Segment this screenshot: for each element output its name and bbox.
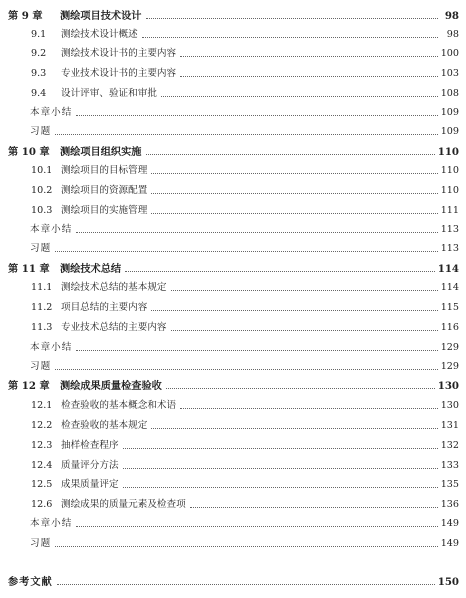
section-title: 成果质量评定 (61, 479, 119, 490)
section-number: 12.2 (31, 420, 53, 431)
page-number: 129 (440, 342, 459, 353)
toc-section-12-2[interactable] (0, 416, 466, 432)
page-number: 103 (440, 68, 459, 79)
dot-leader (180, 407, 438, 409)
dot-leader (171, 289, 438, 291)
toc-exercise-12[interactable] (0, 534, 466, 550)
page-number: 98 (444, 10, 459, 22)
section-title: 测绘技术总结的基本规定 (61, 282, 167, 293)
exercise-title: 习题 (30, 126, 52, 137)
dot-leader (190, 506, 438, 508)
page-number: 149 (440, 518, 459, 529)
toc-exercise-9[interactable] (0, 122, 466, 138)
page-number: 136 (440, 499, 459, 510)
page-number: 130 (440, 400, 459, 411)
exercise-title: 习题 (30, 243, 52, 254)
toc-section-12-6[interactable] (0, 495, 466, 511)
dot-leader (123, 486, 438, 488)
page-number: 115 (440, 302, 459, 313)
dot-leader (55, 250, 438, 252)
page-number: 108 (440, 88, 459, 99)
toc-section-9-4[interactable] (0, 84, 466, 100)
section-number: 11.2 (31, 302, 53, 313)
chapter-title: 测绘项目组织实施 (60, 146, 142, 158)
dot-leader (55, 545, 438, 547)
dot-leader (146, 17, 439, 19)
toc-chapter-12[interactable] (0, 376, 466, 392)
toc-chapter-11[interactable] (0, 259, 466, 275)
toc-section-12-3[interactable] (0, 436, 466, 452)
dot-leader (123, 447, 438, 449)
section-title: 项目总结的主要内容 (61, 302, 148, 313)
toc-section-12-1[interactable] (0, 396, 466, 412)
summary-title: 本章小结 (30, 518, 73, 529)
section-title: 测绘项目的资源配置 (61, 185, 148, 196)
summary-title: 本章小结 (30, 107, 73, 118)
page-number: 113 (440, 224, 459, 235)
page-number: 132 (440, 440, 459, 451)
dot-leader (161, 95, 438, 97)
page-number: 110 (440, 165, 459, 176)
dot-leader (151, 192, 437, 194)
section-number: 12.5 (31, 479, 53, 490)
page-number: 110 (437, 146, 459, 158)
references-title: 参考文献 (8, 576, 53, 588)
dot-leader (142, 36, 438, 38)
dot-leader (166, 387, 435, 389)
toc-section-12-5[interactable] (0, 475, 466, 491)
chapter-title: 测绘成果质量检查验收 (60, 380, 162, 392)
dot-leader (55, 368, 438, 370)
dot-leader (151, 427, 437, 429)
section-title: 测绘技术设计概述 (61, 29, 138, 40)
toc-section-10-1[interactable] (0, 161, 466, 177)
section-title: 专业技术设计书的主要内容 (61, 68, 177, 79)
dot-leader (76, 114, 437, 116)
section-number: 11.1 (31, 282, 53, 293)
chapter-number: 第 9 章 (8, 10, 43, 22)
section-title: 测绘成果的质量元素及检查项 (61, 499, 186, 510)
section-number: 9.4 (31, 88, 47, 99)
toc-section-10-2[interactable] (0, 181, 466, 197)
section-title: 检查验收的基本概念和术语 (61, 400, 177, 411)
toc-chapter-10[interactable] (0, 142, 466, 158)
page-number: 113 (440, 243, 459, 254)
dot-leader (123, 467, 438, 469)
page-number: 111 (440, 205, 459, 216)
toc-section-9-1[interactable] (0, 25, 466, 41)
section-number: 10.3 (31, 205, 53, 216)
section-title: 抽样检查程序 (61, 440, 119, 451)
chapter-number: 第 11 章 (8, 263, 50, 275)
dot-leader (55, 133, 438, 135)
chapter-title: 测绘技术总结 (60, 263, 122, 275)
toc-summary-10[interactable] (0, 220, 466, 236)
page-number: 114 (440, 282, 459, 293)
dot-leader (151, 309, 437, 311)
dot-leader (76, 231, 437, 233)
dot-leader (151, 172, 437, 174)
section-title: 测绘项目的实施管理 (61, 205, 148, 216)
section-number: 10.1 (31, 165, 53, 176)
page-number: 135 (440, 479, 459, 490)
exercise-title: 习题 (30, 538, 52, 549)
toc-section-11-1[interactable] (0, 278, 466, 294)
page-number: 116 (440, 322, 459, 333)
page-number: 114 (437, 263, 459, 275)
dot-leader (151, 212, 437, 214)
toc-summary-11[interactable] (0, 338, 466, 354)
dot-leader (180, 75, 438, 77)
dot-leader (76, 525, 437, 527)
section-title: 测绘技术设计书的主要内容 (61, 48, 177, 59)
section-title: 测绘项目的目标管理 (61, 165, 148, 176)
section-number: 10.2 (31, 185, 53, 196)
section-number: 12.6 (31, 499, 53, 510)
dot-leader (171, 329, 438, 331)
summary-title: 本章小结 (30, 224, 73, 235)
section-title: 质量评分方法 (61, 460, 119, 471)
section-number: 9.1 (31, 29, 47, 40)
dot-leader (180, 55, 438, 57)
page-number: 130 (437, 380, 459, 392)
page-number: 133 (440, 460, 459, 471)
page-number: 110 (440, 185, 459, 196)
page-number: 109 (440, 126, 459, 137)
page-number: 131 (440, 420, 459, 431)
toc-exercise-11[interactable] (0, 357, 466, 373)
toc-section-11-2[interactable] (0, 298, 466, 314)
toc-section-10-3[interactable] (0, 201, 466, 217)
dot-leader (76, 349, 437, 351)
toc-section-9-2[interactable] (0, 44, 466, 60)
page-number: 129 (440, 361, 459, 372)
chapter-number: 第 12 章 (8, 380, 50, 392)
page-number: 98 (446, 29, 459, 40)
dot-leader (146, 153, 435, 155)
page-number: 109 (440, 107, 459, 118)
section-title: 设计评审、验证和审批 (61, 88, 157, 99)
toc-exercise-10[interactable] (0, 239, 466, 255)
summary-title: 本章小结 (30, 342, 73, 353)
page-number: 150 (437, 576, 459, 588)
chapter-title: 测绘项目技术设计 (60, 10, 142, 22)
section-number: 12.3 (31, 440, 53, 451)
toc-references[interactable] (0, 572, 466, 588)
toc-summary-12[interactable] (0, 514, 466, 530)
page-number: 100 (440, 48, 459, 59)
section-number: 9.2 (31, 48, 47, 59)
section-number: 9.3 (31, 68, 47, 79)
toc-chapter-9[interactable] (0, 6, 466, 22)
section-number: 11.3 (31, 322, 53, 333)
page-number: 149 (440, 538, 459, 549)
dot-leader (125, 270, 435, 272)
section-title: 检查验收的基本规定 (61, 420, 148, 431)
dot-leader (57, 583, 435, 585)
exercise-title: 习题 (30, 361, 52, 372)
toc-section-12-4[interactable] (0, 456, 466, 472)
toc-section-11-3[interactable] (0, 318, 466, 334)
toc-section-9-3[interactable] (0, 64, 466, 80)
section-title: 专业技术总结的主要内容 (61, 322, 167, 333)
section-number: 12.4 (31, 460, 53, 471)
chapter-number: 第 10 章 (8, 146, 50, 158)
section-number: 12.1 (31, 400, 53, 411)
toc-summary-9[interactable] (0, 103, 466, 119)
